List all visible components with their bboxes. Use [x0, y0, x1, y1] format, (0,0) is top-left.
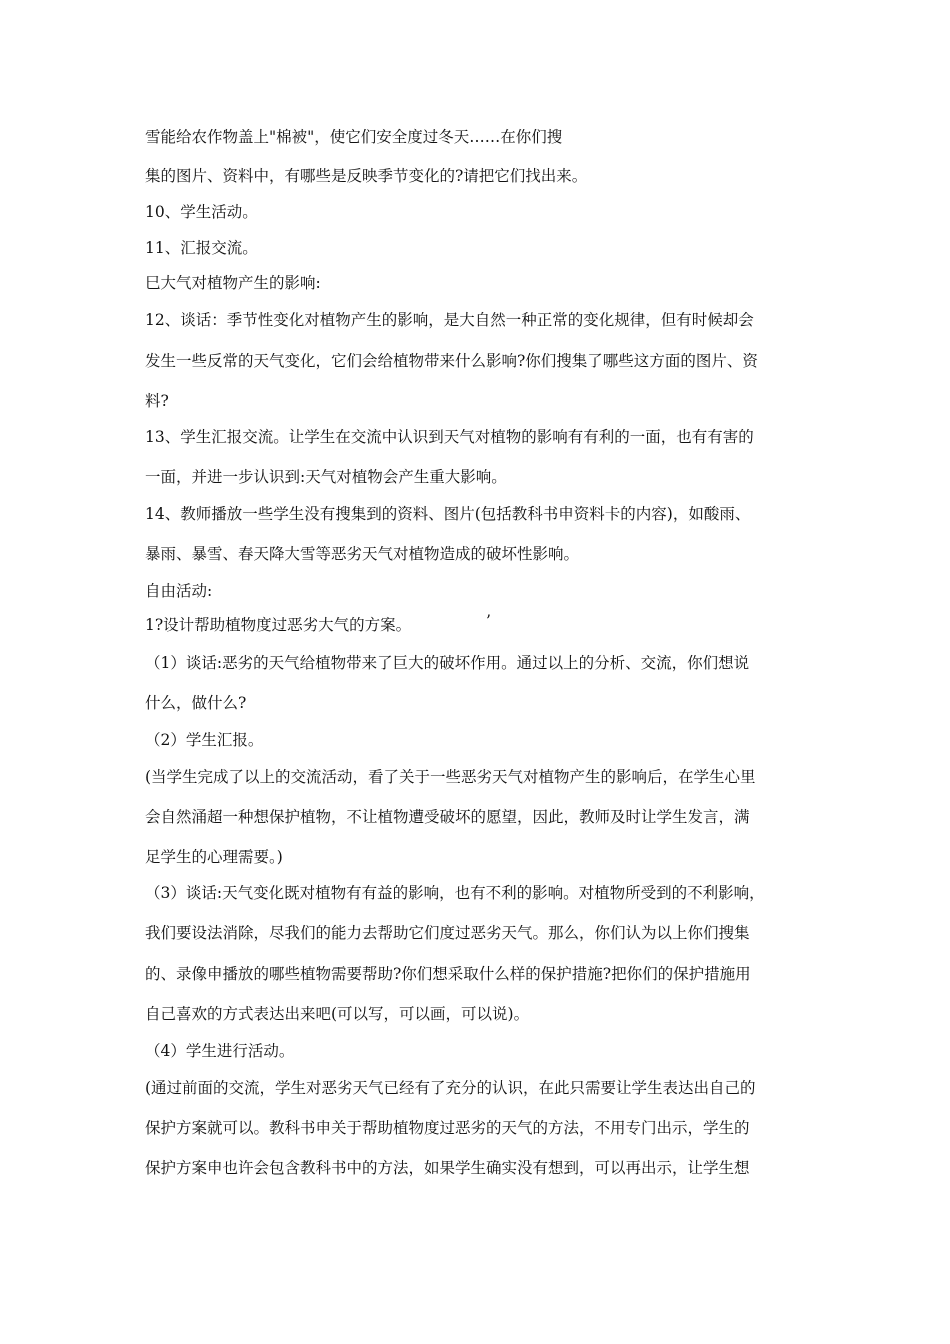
- text-line: （4）学生进行活动。: [145, 1042, 295, 1060]
- text-line: 10、学生活动。: [145, 203, 258, 221]
- text-line: (当学生完成了以上的交流活动，看了关于一些恶劣天气对植物产生的影响后，在学生心里: [145, 768, 756, 786]
- text-line: 11、汇报交流。: [145, 239, 258, 257]
- text-line: 一面，并进一步认识到:天气对植物会产生重大影响。: [145, 468, 507, 486]
- text-line: 保护方案申也许会包含教科书中的方法，如果学生确实没有想到，可以再出示，让学生想: [145, 1159, 750, 1177]
- text-line: 1?设计帮助植物度过恶劣大气的方案。: [145, 616, 412, 634]
- text-line: 自己喜欢的方式表达出来吧(可以写，可以画，可以说)。: [145, 1005, 530, 1023]
- text-line: 14、教师播放一些学生没有搜集到的资料、图片(包括教科书申资料卡的内容)，如酸雨、: [145, 505, 751, 523]
- section-heading: 自由活动:: [145, 582, 213, 600]
- text-line: 雪能给农作物盖上"棉被"，使它们安全度过冬天……在你们搜: [145, 128, 563, 146]
- stray-mark: ’: [486, 612, 491, 630]
- text-line: 我们要设法消除，尽我们的能力去帮助它们度过恶劣天气。那么，你们认为以上你们搜集: [145, 924, 750, 942]
- text-line: 集的图片、资料中，有哪些是反映季节变化的?请把它们找出来。: [145, 167, 588, 185]
- text-line: 保护方案就可以。教科书申关于帮助植物度过恶劣的天气的方法，不用专门出示，学生的: [145, 1119, 750, 1137]
- text-line: 足学生的心理需要。): [145, 848, 283, 866]
- text-line: 发生一些反常的天气变化，它们会给植物带来什么影响?你们搜集了哪些这方面的图片、资: [145, 352, 758, 370]
- section-heading: 巳大气对植物产生的影响:: [145, 274, 321, 292]
- text-line: 暴雨、暴雪、春天降大雪等恶劣天气对植物造成的破坏性影响。: [145, 545, 580, 563]
- text-line: （3）谈话:天气变化既对植物有有益的影响，也有不利的影响。对植物所受到的不利影响，: [145, 884, 765, 902]
- text-line: （1）谈话:恶劣的天气给植物带来了巨大的破坏作用。通过以上的分析、交流，你们想说: [145, 654, 750, 672]
- text-line: 什么，做什么?: [145, 694, 247, 712]
- text-line: 会自然涌超一种想保护植物，不让植物遭受破坏的愿望，因此，教师及时让学生发言，满: [145, 808, 750, 826]
- text-line: 料?: [145, 392, 169, 410]
- text-line: 12、谈话：季节性变化对植物产生的影响，是大自然一种正常的变化规律，但有时候却会: [145, 311, 754, 329]
- text-line: (通过前面的交流，学生对恶劣天气已经有了充分的认识，在此只需要让学生表达出自己的: [145, 1079, 756, 1097]
- text-line: 的、录像申播放的哪些植物需要帮助?你们想采取什么样的保护措施?把你们的保护措施用: [145, 965, 751, 983]
- text-line: 13、学生汇报交流。让学生在交流中认识到天气对植物的影响有有利的一面，也有有害的: [145, 428, 754, 446]
- text-line: （2）学生汇报。: [145, 731, 264, 749]
